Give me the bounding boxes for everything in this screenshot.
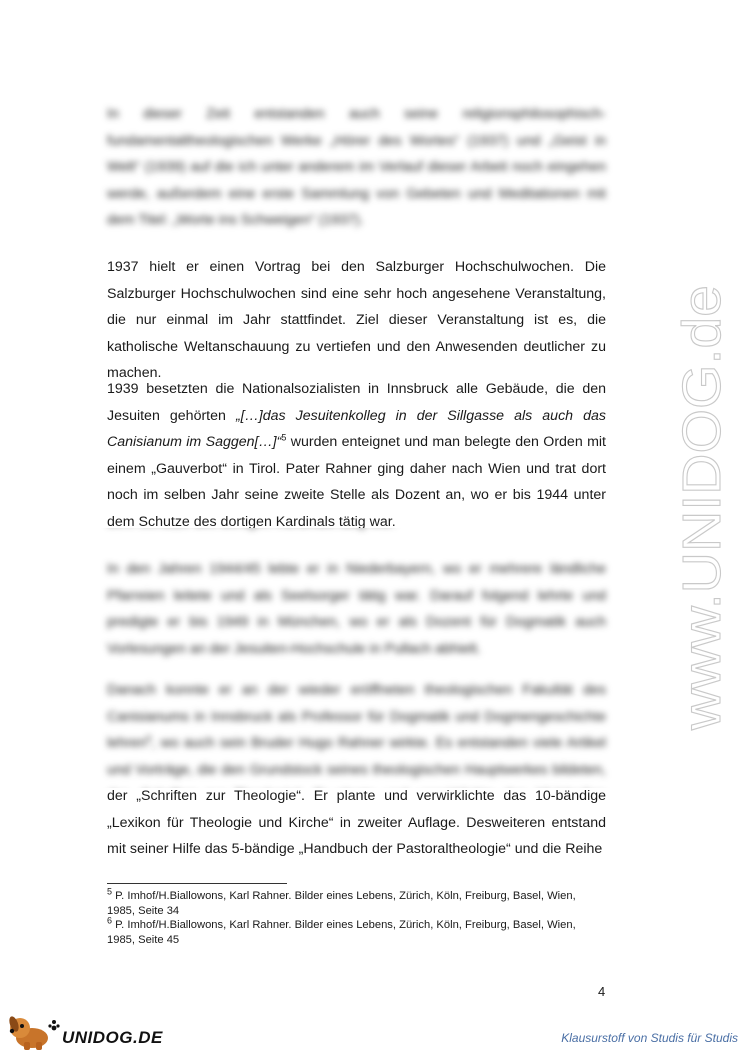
- paragraph-3-last-line-blurred: [0, 528, 750, 550]
- watermark: [656, 280, 746, 740]
- footnote-6-number: 6: [107, 915, 113, 926]
- footnotes: [107, 886, 606, 947]
- slogan: Klausurstoff von Studis für Studis: [561, 1031, 738, 1045]
- page-number: 4: [598, 984, 606, 999]
- paragraph-5-sharp-part: [0, 788, 750, 880]
- watermark-text: www.UNIDOG.de: [672, 309, 732, 730]
- watermark-graphic: [656, 280, 746, 740]
- footnote-ref-6: 6: [146, 733, 152, 744]
- unidog-logo: [6, 1012, 163, 1052]
- paragraph-3: [0, 376, 750, 528]
- paragraph-5-text-b: , wo auch sein Bruder Hugo Rahner wirkte. Es entstanden viele Artikel und Vorträge, die den Grundstock seines theologischen Hauptwerkes bildeten,: [107, 735, 606, 778]
- paragraph-5-blurred-part: [0, 677, 750, 788]
- footnote-6-text: P. Imhof/H.Biallowons, Karl Rahner. Bilder eines Lebens, Zürich, Köln, Freiburg, Basel, Wien, 1985, Seite 45: [107, 919, 576, 946]
- paragraph-3-text-a: 1939 besetzten die Nationalsozialisten in Innsbruck alle Gebäude, die den Jesuiten gehörten: [107, 381, 606, 424]
- paragraph-2: 1937 hielt er einen Vortrag bei den Salzburger Hochschulwochen. Die Salzburger Hochschulwochen sind eine sehr hoch angesehene Veranstaltung, die nur einmal im Jahr stattfindet. Ziel dieser Veranstaltung ist es, die katholische Weltanschauung zu vertiefen und den Anwesenden deutlicher zu machen.: [107, 259, 606, 381]
- paragraph-1-blurred: In dieser Zeit entstanden auch seine religionsphilosophisch-fundamentaltheologischen Werke „Hörer des Wortes“ (1937) und „Geist in Welt“ (1939) auf die ich unter anderem im Verlauf dieser Arbeit noch eingehen werde, außerdem eine erste Sammlung von Gebeten und Meditationen mit dem Titel: „Worte ins Schweigen“ (1937).: [107, 106, 606, 228]
- paragraph-3-text-b-copy: [107, 528, 606, 530]
- dog-mascot-icon: [6, 1012, 62, 1052]
- paragraph-5-text-a: Danach konnte er an der wieder eröffneten theologischen Fakultät des Canisianums in Innsbruck als Professor für Dogmatik und Dogmengeschichte lehren: [107, 682, 606, 751]
- footnote-5-text: P. Imhof/H.Biallowons, Karl Rahner. Bilder eines Lebens, Zürich, Köln, Freiburg, Basel, Wien, 1985, Seite 34: [107, 890, 576, 917]
- footnote-divider: [107, 883, 287, 884]
- paragraph-5-text-b-copy: der „Schriften zur Theologie“. Er plante und verwirklichte das 10-bändige „Lexikon für Theologie und Kirche“ in zweiter Auflage. Desweiteren entstand mit seiner Hilfe das 5-bändige „Handbuch der Pastoraltheologie“ und die Reihe: [107, 788, 606, 857]
- footnote-5: [107, 886, 606, 918]
- footnote-5-number: 5: [107, 886, 113, 897]
- logo-text: UNIDOG.DE: [62, 1028, 163, 1047]
- footnote-6: [107, 915, 606, 947]
- paragraph-3-text-b: wurden enteignet und man belegte den Orden mit einem „Gauverbot“ in Tirol. Pater Rahner ging daher nach Wien und trat dort noch im selben Jahr seine zweite Stelle als Dozent an, wo er bis 1944 unter dem Schutze des dortigen Kardinals tätig war.: [107, 434, 606, 528]
- footnote-ref-5: 5: [281, 432, 287, 443]
- paragraph-3-quote: „[…]das Jesuitenkolleg in der Sillgasse als auch das Canisianum im Saggen[…]“: [107, 407, 606, 450]
- paragraph-4-blurred: In den Jahren 1944/45 lebte er in Niederbayern, wo er mehrere ländliche Pfarreien leitete und als Seelsorger tätig war. Darauf folgend lehrte und predigte er bis 1949 in München, wo er als Dozent für Dogmatik auch Vorlesungen an der Jesuiten-Hochschule in Pullach abhielt.: [107, 561, 606, 657]
